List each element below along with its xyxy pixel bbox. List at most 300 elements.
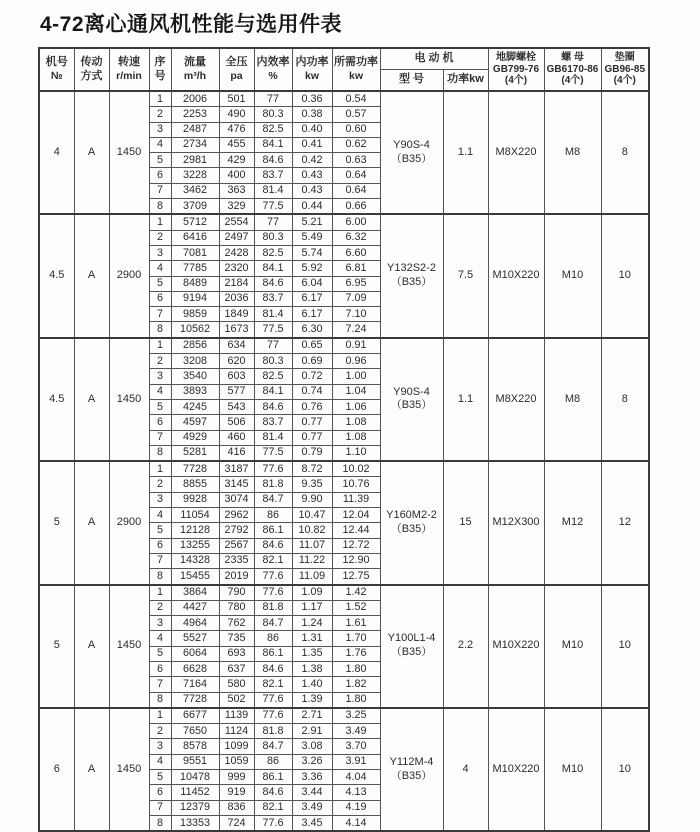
cell-power-internal: 0.69 — [292, 354, 332, 369]
col-header-flow — [171, 48, 219, 91]
col-header-bolt-line3: (4个) — [504, 75, 528, 87]
cell-power-required: 4.19 — [332, 800, 380, 815]
cell-flow: 8578 — [171, 739, 219, 754]
cell-drive: A — [74, 91, 109, 214]
cell-bolt: M10X220 — [488, 708, 544, 831]
cell-flow: 7164 — [171, 677, 219, 692]
cell-flow: 10562 — [171, 322, 219, 338]
cell-pressure: 2184 — [219, 276, 254, 291]
cell-efficiency: 81.8 — [254, 724, 292, 739]
cell-power-required: 0.64 — [332, 168, 380, 183]
cell-fan-no: 4.5 — [39, 214, 74, 337]
cell-flow: 8489 — [171, 276, 219, 291]
cell-flow: 6628 — [171, 661, 219, 676]
cell-pressure: 790 — [219, 585, 254, 601]
cell-flow: 6064 — [171, 646, 219, 661]
cell-speed: 1450 — [109, 708, 149, 831]
cell-pressure: 329 — [219, 199, 254, 215]
cell-efficiency: 83.7 — [254, 291, 292, 306]
cell-pressure: 999 — [219, 770, 254, 785]
cell-seq: 4 — [149, 137, 171, 152]
cell-flow: 3893 — [171, 384, 219, 399]
cell-efficiency: 86 — [254, 754, 292, 769]
cell-speed: 1450 — [109, 91, 149, 214]
cell-efficiency: 81.4 — [254, 430, 292, 445]
cell-power-internal: 1.09 — [292, 585, 332, 601]
cell-power-internal: 3.45 — [292, 815, 332, 831]
col-header-motor: 电 动 机 — [380, 48, 488, 70]
cell-power-required: 6.95 — [332, 276, 380, 291]
cell-power-internal: 5.92 — [292, 261, 332, 276]
motor-model-line: （B35） — [390, 769, 433, 782]
cell-pressure: 3187 — [219, 461, 254, 477]
cell-efficiency: 77.6 — [254, 585, 292, 601]
col-header-washer — [601, 48, 649, 91]
col-header-bolt-line2: GB799-76 — [492, 63, 540, 75]
cell-efficiency: 82.1 — [254, 677, 292, 692]
cell-seq: 7 — [149, 800, 171, 815]
cell-power-required: 1.61 — [332, 616, 380, 631]
cell-fan-no: 4 — [39, 91, 74, 214]
cell-pressure: 693 — [219, 646, 254, 661]
cell-efficiency: 81.8 — [254, 477, 292, 492]
cell-power-internal: 6.17 — [292, 307, 332, 322]
cell-power-internal: 0.42 — [292, 153, 332, 168]
cell-flow: 15455 — [171, 569, 219, 585]
cell-seq: 7 — [149, 553, 171, 568]
fan-performance-table — [38, 47, 650, 832]
cell-pressure: 780 — [219, 600, 254, 615]
col-header-efficiency — [254, 48, 292, 91]
cell-flow: 4427 — [171, 600, 219, 615]
col-header-motor-model: 型 号 — [380, 70, 443, 92]
cell-pressure: 2428 — [219, 245, 254, 260]
cell-power-required: 6.81 — [332, 261, 380, 276]
cell-pressure: 3145 — [219, 477, 254, 492]
cell-efficiency: 84.1 — [254, 384, 292, 399]
cell-pressure: 580 — [219, 677, 254, 692]
cell-seq: 6 — [149, 785, 171, 800]
cell-power-required: 10.02 — [332, 461, 380, 477]
table-row — [39, 461, 649, 477]
cell-efficiency: 84.7 — [254, 739, 292, 754]
cell-seq: 2 — [149, 354, 171, 369]
cell-pressure: 620 — [219, 354, 254, 369]
cell-seq: 8 — [149, 569, 171, 585]
cell-pressure: 2554 — [219, 214, 254, 230]
cell-flow: 3864 — [171, 585, 219, 601]
cell-flow: 9194 — [171, 291, 219, 306]
cell-seq: 4 — [149, 508, 171, 523]
cell-washer: 10 — [601, 708, 649, 831]
cell-flow: 3709 — [171, 199, 219, 215]
cell-efficiency: 83.7 — [254, 415, 292, 430]
cell-efficiency: 82.5 — [254, 369, 292, 384]
cell-flow: 8855 — [171, 477, 219, 492]
col-header-fan-no-line1: 机号 — [45, 56, 68, 69]
cell-flow: 7081 — [171, 245, 219, 260]
cell-power-required: 4.14 — [332, 815, 380, 831]
cell-seq: 1 — [149, 91, 171, 107]
cell-nut: M8 — [544, 91, 601, 214]
cell-efficiency: 82.1 — [254, 800, 292, 815]
cell-power-required: 1.52 — [332, 600, 380, 615]
cell-seq: 8 — [149, 815, 171, 831]
cell-flow: 2856 — [171, 338, 219, 354]
cell-seq: 4 — [149, 754, 171, 769]
cell-pressure: 490 — [219, 107, 254, 122]
cell-power-internal: 3.44 — [292, 785, 332, 800]
table-header — [39, 48, 649, 91]
cell-pressure: 634 — [219, 338, 254, 354]
cell-motor-power: 4 — [443, 708, 488, 831]
cell-power-internal: 5.21 — [292, 214, 332, 230]
cell-power-internal: 3.08 — [292, 739, 332, 754]
cell-fan-no: 5 — [39, 461, 74, 584]
cell-power-required: 12.04 — [332, 508, 380, 523]
cell-pressure: 460 — [219, 430, 254, 445]
cell-motor-power: 1.1 — [443, 338, 488, 461]
cell-power-required: 6.60 — [332, 245, 380, 260]
cell-motor-model — [380, 214, 443, 337]
cell-power-internal: 3.26 — [292, 754, 332, 769]
cell-efficiency: 77.5 — [254, 199, 292, 215]
cell-seq: 5 — [149, 399, 171, 414]
col-header-washer-line1: 垫圈 — [614, 52, 635, 64]
motor-model-line: （B35） — [390, 399, 433, 412]
cell-pressure: 577 — [219, 384, 254, 399]
motor-model-line: （B35） — [390, 276, 433, 289]
cell-power-required: 1.70 — [332, 631, 380, 646]
cell-pressure: 501 — [219, 91, 254, 107]
cell-efficiency: 86 — [254, 508, 292, 523]
cell-pressure: 735 — [219, 631, 254, 646]
cell-power-required: 12.72 — [332, 538, 380, 553]
cell-efficiency: 77.6 — [254, 569, 292, 585]
cell-bolt: M10X220 — [488, 585, 544, 708]
cell-flow: 13255 — [171, 538, 219, 553]
col-header-power-required-line2: kw — [348, 69, 363, 82]
cell-power-required: 1.08 — [332, 415, 380, 430]
cell-efficiency: 80.3 — [254, 354, 292, 369]
cell-power-required: 1.00 — [332, 369, 380, 384]
cell-efficiency: 77.6 — [254, 461, 292, 477]
cell-power-internal: 2.71 — [292, 708, 332, 724]
cell-seq: 4 — [149, 384, 171, 399]
cell-pressure: 2567 — [219, 538, 254, 553]
cell-flow: 4964 — [171, 616, 219, 631]
cell-power-internal: 1.31 — [292, 631, 332, 646]
cell-power-internal: 1.39 — [292, 692, 332, 708]
cell-flow: 9928 — [171, 492, 219, 507]
cell-flow: 7785 — [171, 261, 219, 276]
col-header-drive-line2: 方式 — [80, 69, 103, 82]
cell-efficiency: 81.4 — [254, 307, 292, 322]
col-header-washer-line2: GB96-85 — [604, 63, 646, 75]
cell-flow: 6677 — [171, 708, 219, 724]
cell-flow: 3208 — [171, 354, 219, 369]
cell-motor-model — [380, 338, 443, 461]
cell-power-internal: 5.49 — [292, 230, 332, 245]
cell-power-required: 0.91 — [332, 338, 380, 354]
page-title: 4-72离心通风机性能与选用件表 — [40, 13, 343, 36]
cell-flow: 9551 — [171, 754, 219, 769]
cell-pressure: 919 — [219, 785, 254, 800]
cell-power-internal: 9.35 — [292, 477, 332, 492]
cell-seq: 5 — [149, 770, 171, 785]
cell-efficiency: 83.7 — [254, 168, 292, 183]
cell-power-required: 3.49 — [332, 724, 380, 739]
cell-flow: 3462 — [171, 183, 219, 198]
cell-flow: 11452 — [171, 785, 219, 800]
cell-efficiency: 86 — [254, 631, 292, 646]
cell-seq: 3 — [149, 369, 171, 384]
cell-pressure: 1849 — [219, 307, 254, 322]
cell-speed: 2900 — [109, 461, 149, 584]
cell-efficiency: 84.6 — [254, 661, 292, 676]
cell-power-internal: 2.91 — [292, 724, 332, 739]
cell-power-internal: 0.43 — [292, 168, 332, 183]
cell-power-internal: 10.47 — [292, 508, 332, 523]
cell-flow: 4245 — [171, 399, 219, 414]
cell-flow: 2006 — [171, 91, 219, 107]
col-header-seq-line1: 序 — [154, 56, 166, 69]
cell-nut: M10 — [544, 214, 601, 337]
cell-seq: 7 — [149, 430, 171, 445]
cell-efficiency: 77.5 — [254, 445, 292, 461]
cell-drive: A — [74, 708, 109, 831]
cell-seq: 3 — [149, 739, 171, 754]
cell-power-internal: 1.40 — [292, 677, 332, 692]
cell-pressure: 2792 — [219, 523, 254, 538]
cell-power-required: 0.62 — [332, 137, 380, 152]
col-header-pressure-line1: 全压 — [225, 56, 248, 69]
cell-power-internal: 8.72 — [292, 461, 332, 477]
cell-seq: 7 — [149, 677, 171, 692]
cell-efficiency: 84.1 — [254, 137, 292, 152]
cell-efficiency: 84.6 — [254, 538, 292, 553]
cell-seq: 1 — [149, 708, 171, 724]
cell-motor-power: 2.2 — [443, 585, 488, 708]
col-header-pressure-line2: pa — [230, 69, 243, 82]
col-header-drive-line1: 传动 — [80, 56, 103, 69]
cell-power-internal: 0.74 — [292, 384, 332, 399]
cell-pressure: 1673 — [219, 322, 254, 338]
cell-power-required: 1.06 — [332, 399, 380, 414]
cell-pressure: 603 — [219, 369, 254, 384]
cell-motor-model — [380, 708, 443, 831]
cell-seq: 6 — [149, 168, 171, 183]
col-header-pressure — [219, 48, 254, 91]
cell-speed: 1450 — [109, 585, 149, 708]
cell-flow: 14328 — [171, 553, 219, 568]
cell-flow: 5281 — [171, 445, 219, 461]
col-header-seq-line2: 号 — [154, 69, 166, 82]
cell-power-internal: 1.17 — [292, 600, 332, 615]
cell-pressure: 455 — [219, 137, 254, 152]
cell-speed: 1450 — [109, 338, 149, 461]
cell-flow: 5712 — [171, 214, 219, 230]
cell-seq: 7 — [149, 183, 171, 198]
cell-fan-no: 5 — [39, 585, 74, 708]
cell-pressure: 637 — [219, 661, 254, 676]
cell-pressure: 2497 — [219, 230, 254, 245]
cell-power-required: 4.04 — [332, 770, 380, 785]
cell-efficiency: 84.6 — [254, 399, 292, 414]
cell-efficiency: 86.1 — [254, 523, 292, 538]
cell-power-required: 3.91 — [332, 754, 380, 769]
table-row — [39, 708, 649, 724]
cell-power-internal: 1.35 — [292, 646, 332, 661]
col-header-power-internal-line1: 内功率 — [295, 56, 329, 69]
cell-seq: 6 — [149, 415, 171, 430]
cell-pressure: 2320 — [219, 261, 254, 276]
cell-power-required: 0.96 — [332, 354, 380, 369]
cell-efficiency: 77 — [254, 91, 292, 107]
table-row — [39, 214, 649, 230]
cell-efficiency: 84.7 — [254, 616, 292, 631]
cell-power-internal: 11.09 — [292, 569, 332, 585]
col-header-nut-line2: GB6170-86 — [546, 63, 599, 75]
cell-flow: 9859 — [171, 307, 219, 322]
cell-efficiency: 84.6 — [254, 276, 292, 291]
col-header-efficiency-line1: 内效率 — [256, 56, 290, 69]
cell-motor-model — [380, 461, 443, 584]
cell-seq: 2 — [149, 107, 171, 122]
cell-washer: 10 — [601, 214, 649, 337]
col-header-efficiency-line2: % — [268, 69, 278, 82]
cell-efficiency: 84.6 — [254, 785, 292, 800]
cell-pressure: 724 — [219, 815, 254, 831]
cell-power-required: 1.08 — [332, 430, 380, 445]
cell-pressure: 502 — [219, 692, 254, 708]
cell-pressure: 2335 — [219, 553, 254, 568]
cell-power-required: 1.80 — [332, 661, 380, 676]
cell-efficiency: 77.6 — [254, 708, 292, 724]
cell-motor-model — [380, 91, 443, 214]
cell-pressure: 762 — [219, 616, 254, 631]
cell-pressure: 3074 — [219, 492, 254, 507]
table-row — [39, 338, 649, 354]
cell-seq: 4 — [149, 261, 171, 276]
motor-model-line: Y132S2-2 — [387, 262, 436, 275]
cell-power-internal: 0.38 — [292, 107, 332, 122]
cell-bolt: M8X220 — [488, 91, 544, 214]
motor-model-line: （B35） — [390, 646, 433, 659]
cell-power-required: 6.32 — [332, 230, 380, 245]
cell-power-required: 0.54 — [332, 91, 380, 107]
cell-seq: 2 — [149, 230, 171, 245]
cell-pressure: 416 — [219, 445, 254, 461]
cell-flow: 5527 — [171, 631, 219, 646]
col-header-bolt — [488, 48, 544, 91]
cell-seq: 2 — [149, 600, 171, 615]
cell-power-required: 0.63 — [332, 153, 380, 168]
cell-drive: A — [74, 585, 109, 708]
col-header-washer-line3: (4个) — [613, 75, 636, 87]
cell-power-required: 7.24 — [332, 322, 380, 338]
cell-efficiency: 84.1 — [254, 261, 292, 276]
cell-motor-power: 7.5 — [443, 214, 488, 337]
cell-seq: 1 — [149, 585, 171, 601]
col-header-speed — [109, 48, 149, 91]
col-header-flow-line2: m³/h — [183, 69, 207, 82]
cell-power-internal: 6.17 — [292, 291, 332, 306]
col-header-power-internal — [292, 48, 332, 91]
cell-efficiency: 77.6 — [254, 815, 292, 831]
cell-motor-model — [380, 585, 443, 708]
cell-flow: 4597 — [171, 415, 219, 430]
cell-pressure: 2962 — [219, 508, 254, 523]
cell-power-required: 3.25 — [332, 708, 380, 724]
cell-power-required: 1.04 — [332, 384, 380, 399]
cell-efficiency: 86.1 — [254, 770, 292, 785]
cell-efficiency: 86.1 — [254, 646, 292, 661]
cell-flow: 4929 — [171, 430, 219, 445]
cell-power-internal: 1.38 — [292, 661, 332, 676]
cell-seq: 8 — [149, 322, 171, 338]
cell-pressure: 476 — [219, 122, 254, 137]
cell-power-required: 3.70 — [332, 739, 380, 754]
cell-pressure: 836 — [219, 800, 254, 815]
cell-flow: 11054 — [171, 508, 219, 523]
cell-efficiency: 82.5 — [254, 122, 292, 137]
cell-power-required: 1.10 — [332, 445, 380, 461]
col-header-fan-no — [39, 48, 74, 91]
cell-pressure: 429 — [219, 153, 254, 168]
cell-power-internal: 6.04 — [292, 276, 332, 291]
cell-nut: M12 — [544, 461, 601, 584]
cell-seq: 3 — [149, 616, 171, 631]
cell-seq: 8 — [149, 445, 171, 461]
cell-drive: A — [74, 461, 109, 584]
cell-speed: 2900 — [109, 214, 149, 337]
cell-seq: 5 — [149, 276, 171, 291]
cell-seq: 4 — [149, 631, 171, 646]
col-header-drive — [74, 48, 109, 91]
cell-efficiency: 80.3 — [254, 107, 292, 122]
col-header-power-required — [332, 48, 380, 91]
col-header-nut-line3: (4个) — [561, 75, 584, 87]
cell-pressure: 363 — [219, 183, 254, 198]
cell-drive: A — [74, 338, 109, 461]
cell-washer: 8 — [601, 338, 649, 461]
cell-seq: 3 — [149, 492, 171, 507]
cell-seq: 3 — [149, 245, 171, 260]
cell-pressure: 1124 — [219, 724, 254, 739]
cell-washer: 12 — [601, 461, 649, 584]
cell-seq: 1 — [149, 461, 171, 477]
cell-efficiency: 81.4 — [254, 183, 292, 198]
cell-efficiency: 80.3 — [254, 230, 292, 245]
cell-power-internal: 5.74 — [292, 245, 332, 260]
cell-bolt: M10X220 — [488, 214, 544, 337]
motor-model-line: （B35） — [390, 152, 433, 165]
cell-nut: M8 — [544, 338, 601, 461]
cell-power-required: 1.42 — [332, 585, 380, 601]
table-row — [39, 91, 649, 107]
cell-power-required: 6.00 — [332, 214, 380, 230]
cell-seq: 6 — [149, 291, 171, 306]
cell-efficiency: 82.5 — [254, 245, 292, 260]
cell-flow: 3228 — [171, 168, 219, 183]
cell-efficiency: 77.6 — [254, 692, 292, 708]
cell-efficiency: 81.8 — [254, 600, 292, 615]
cell-power-internal: 0.77 — [292, 430, 332, 445]
col-header-bolt-line1: 地脚螺栓 — [496, 52, 536, 64]
cell-flow: 10478 — [171, 770, 219, 785]
cell-nut: M10 — [544, 708, 601, 831]
